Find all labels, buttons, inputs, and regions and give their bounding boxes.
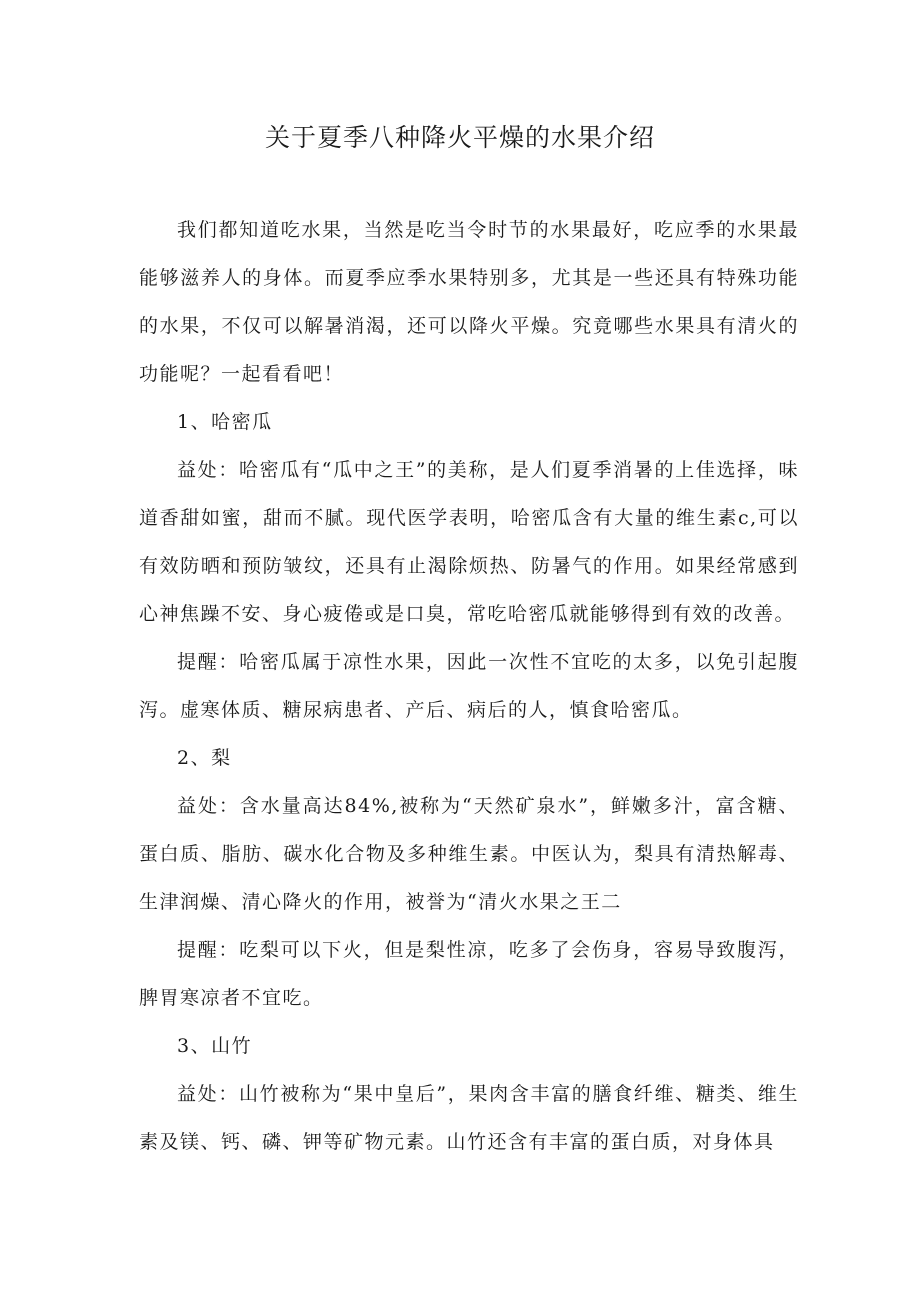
hami-melon-reminder-paragraph: 提醒：哈密瓜属于凉性水果，因此一次性不宜吃的太多，以免引起腹泻。虚寒体质、糖尿病患者、产后、病后的人，慎食哈密瓜。 bbox=[139, 651, 799, 721]
section-heading-pear: 2、梨 bbox=[177, 747, 232, 769]
section-heading-hami-melon: 1、哈密瓜 bbox=[177, 411, 273, 433]
section-heading-mangosteen: 3、山竹 bbox=[177, 1035, 253, 1057]
hami-melon-benefit-paragraph: 益处：哈密瓜有“瓜中之王”的美称，是人们夏季消暑的上佳选择，味道香甜如蜜，甜而不腻。现代医学表明，哈密瓜含有大量的维生素c,可以有效防晒和预防皱纹，还具有止渴除烦热、防暑气的作用。如果经常感到心神焦躁不安、身心疲倦或是口臭，常吃哈密瓜就能够得到有效的改善。 bbox=[139, 459, 799, 625]
mangosteen-benefit-paragraph: 益处：山竹被称为“果中皇后”，果肉含丰富的膳食纤维、糖类、维生素及镁、钙、磷、钾等矿物元素。山竹还含有丰富的蛋白质，对身体具 bbox=[139, 1083, 799, 1153]
pear-benefit-paragraph: 益处：含水量高达84%,被称为“天然矿泉水”，鲜嫩多汁，富含糖、蛋白质、脂肪、碳水化合物及多种维生素。中医认为，梨具有清热解毒、生津润燥、清心降火的作用，被誉为“清火水果之王二 bbox=[139, 795, 799, 913]
intro-paragraph: 我们都知道吃水果，当然是吃当令时节的水果最好，吃应季的水果最能够滋养人的身体。而夏季应季水果特别多，尤其是一些还具有特殊功能的水果，不仅可以解暑消渴，还可以降火平燥。究竟哪些水果具有清火的功能呢？一起看看吧！ bbox=[139, 219, 799, 385]
document-body bbox=[139, 206, 799, 1166]
pear-reminder-paragraph: 提醒：吃梨可以下火，但是梨性凉，吃多了会伤身，容易导致腹泻，脾胃寒凉者不宜吃。 bbox=[139, 939, 799, 1009]
document-title: 关于夏季八种降火平燥的水果介绍 bbox=[264, 123, 655, 152]
